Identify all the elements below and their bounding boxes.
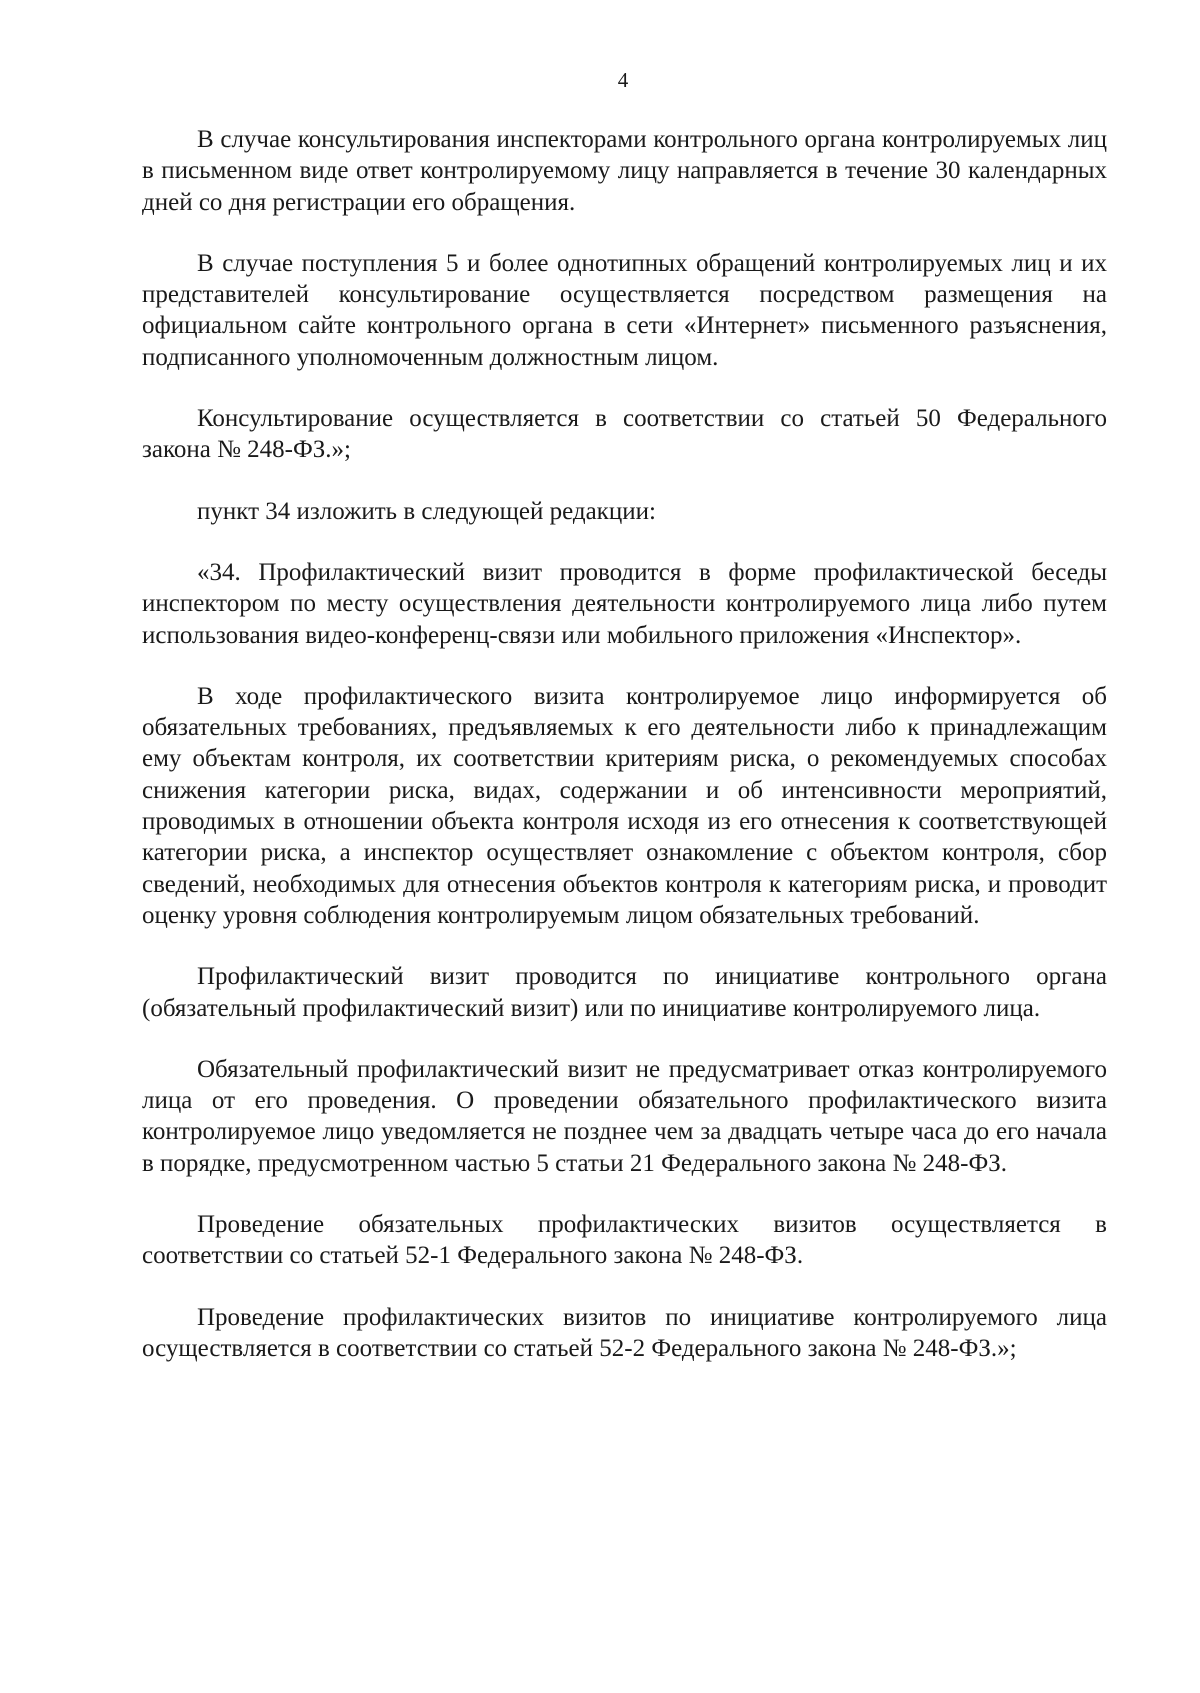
paragraph-consultation-bulk-requests: В случае поступления 5 и более однотипных обращений контролируемых лиц и их представителей консультирование осуществляется посредством размещения на официальном сайте контрольного органа в сети «Интернет» письменного разъяснения, подписанного уполномоченным должностным лицом. <box>142 249 1107 371</box>
paragraph-mandatory-visit-legal-basis: Проведение обязательных профилактических визитов осуществляется в соответствии со статьей 52-1 Федерального закона № 248-ФЗ. <box>142 1211 1107 1270</box>
paragraph-visit-initiative: Профилактический визит проводится по инициативе контрольного органа (обязательный профилактический визит) или по инициативе контролируемого лица. <box>142 963 1107 1022</box>
page-number: 4 <box>617 68 629 92</box>
paragraph-point-34-preventive-visit: «34. Профилактический визит проводится в форме профилактической беседы инспектором по месту осуществления деятельности контролируемого лица либо путем использования видео-конференц-связи или мобильного приложения «Инспектор». <box>142 558 1107 649</box>
paragraph-amendment-point-34: пункт 34 изложить в следующей редакции: <box>197 497 656 525</box>
paragraph-consultation-legal-basis: Консультирование осуществляется в соответствии со статьей 50 Федерального закона № 248-ФЗ.»; <box>142 405 1107 464</box>
paragraph-consultation-written-reply: В случае консультирования инспекторами контрольного органа контролируемых лиц в письменном виде ответ контролируемому лицу направляется в течение 30 календарных дней со дня регистрации его обращения. <box>142 126 1107 216</box>
paragraph-mandatory-visit: Обязательный профилактический визит не предусматривает отказ контролируемого лица от его проведения. О проведении обязательного профилактического визита контролируемое лицо уведомляется не позднее чем за двадцать четыре часа до его начала в порядке, предусмотренном частью 5 статьи 21 Федерального закона № 248-ФЗ. <box>142 1055 1107 1177</box>
document-body <box>142 124 1107 1394</box>
paragraph-visit-content: В ходе профилактического визита контролируемое лицо информируется об обязательных требованиях, предъявляемых к его деятельности либо к принадлежащим ему объектам контроля, их соответствии критериям риска, о рекомендуемых способах снижения категории риска, видах, содержании и об интенсивности мероприятий, проводимых в отношении объекта контроля исходя из его отнесения к соответствующей категории риска, а инспектор осуществляет ознакомление с объектом контроля, сбор сведений, необходимых для отнесения объектов контроля к категориям риска, и проводит оценку уровня соблюдения контролируемым лицом обязательных требований. <box>142 682 1107 929</box>
paragraph-requested-visit-legal-basis: Проведение профилактических визитов по инициативе контролируемого лица осуществляется в соответствии со статьей 52-2 Федерального закона № 248-ФЗ.»; <box>142 1303 1107 1362</box>
